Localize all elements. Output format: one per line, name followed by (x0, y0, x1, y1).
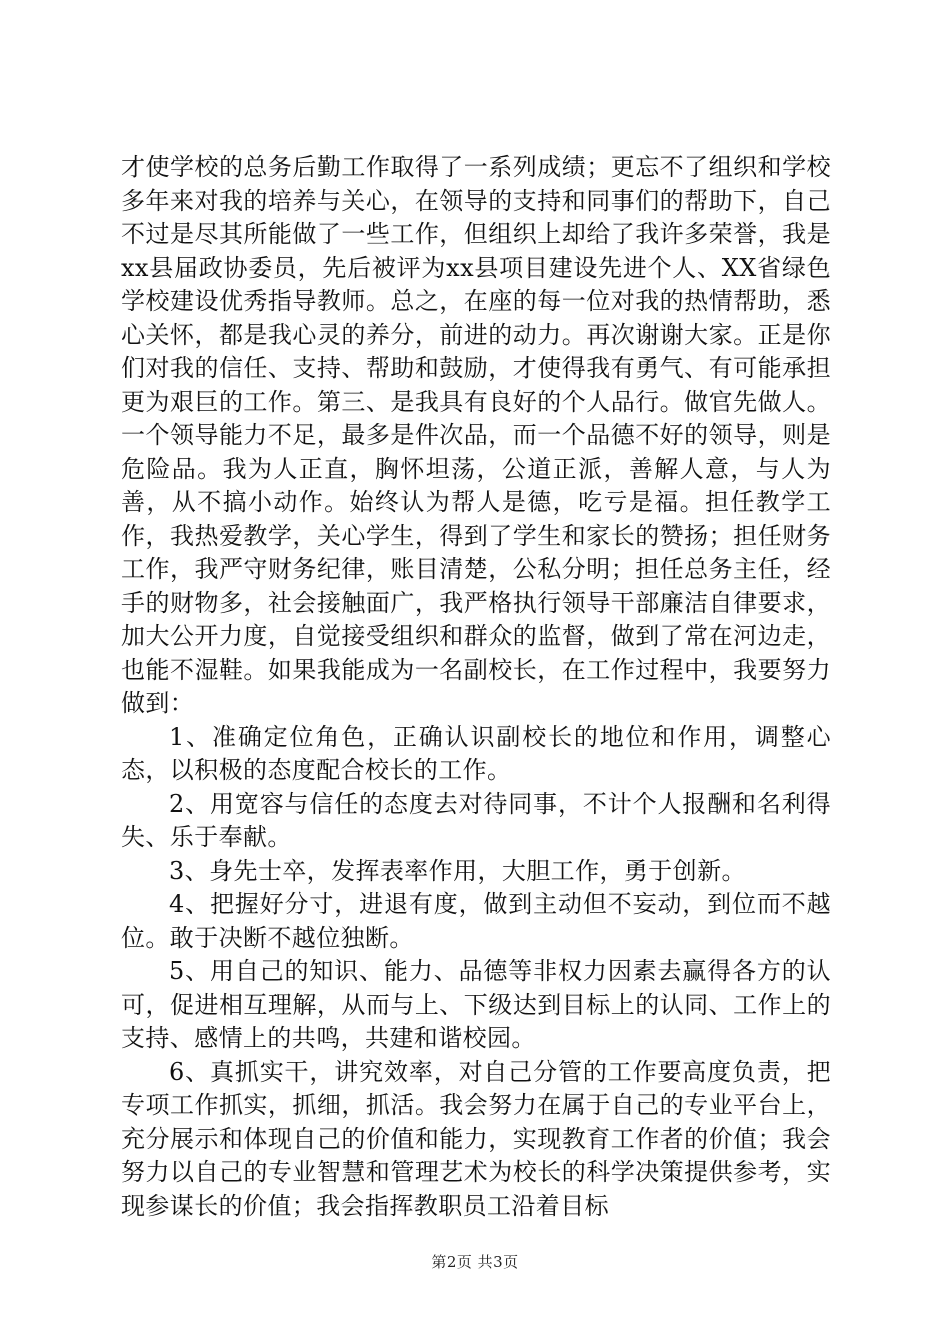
list-item-5: 5、用自己的知识、能力、品德等非权力因素去赢得各方的认可，促进相互理解，从而与上、下级达到目标上的认同、工作上的支持、感情上的共鸣，共建和谐校园。 (121, 957, 831, 1052)
list-item-4: 4、把握好分寸，进退有度，做到主动但不妄动，到位而不越位。敢于决断不越位独断。 (121, 890, 831, 952)
list-item-2: 2、用宽容与信任的态度去对待同事，不计个人报酬和名利得失、乐于奉献。 (121, 789, 831, 851)
list-item-1: 1、准确定位角色，正确认识副校长的地位和作用，调整心态，以积极的态度配合校长的工作。 (121, 722, 831, 784)
list-item-6: 6、真抓实干，讲究效率，对自己分管的工作要高度负责，把专项工作抓实，抓细，抓活。我会努力在属于自己的专业平台上，充分展示和体现自己的价值和能力，实现教育工作者的价值；我会努力以自己的专业智慧和管理艺术为校长的科学决策提供参考，实现参谋长的价值；我会指挥教职员工沿着目标 (121, 1057, 831, 1220)
document-body (121, 151, 831, 1223)
paragraph-continuation: 才使学校的总务后勤工作取得了一系列成绩；更忘不了组织和学校多年来对我的培养与关心，在领导的支持和同事们的帮助下，自己不过是尽其所能做了一些工作，但组织上却给了我许多荣誉，我是xx县届政协委员，先后被评为xx县项目建设先进个人、XX省绿色学校建设优秀指导教师。总之，在座的每一位对我的热情帮助，悉心关怀，都是我心灵的养分，前进的动力。再次谢谢大家。正是你们对我的信任、支持、帮助和鼓励，才使得我有勇气、有可能承担更为艰巨的工作。第三、是我具有良好的个人品行。做官先做人。一个领导能力不足，最多是件次品，而一个品德不好的领导，则是危险品。我为人正直，胸怀坦荡，公道正派，善解人意，与人为善，从不搞小动作。始终认为帮人是德，吃亏是福。担任教学工作，我热爱教学，关心学生，得到了学生和家长的赞扬；担任财务工作，我严守财务纪律，账目清楚，公私分明；担任总务主任，经手的财物多，社会接触面广，我严格执行领导干部廉洁自律要求，加大公开力度，自觉接受组织和群众的监督，做到了常在河边走，也能不湿鞋。如果我能成为一名副校长，在工作过程中，我要努力做到： (121, 153, 831, 717)
page-number-footer: 第2页 共3页 (431, 1253, 519, 1271)
list-item-3: 3、身先士卒，发挥表率作用，大胆工作，勇于创新。 (169, 856, 746, 885)
